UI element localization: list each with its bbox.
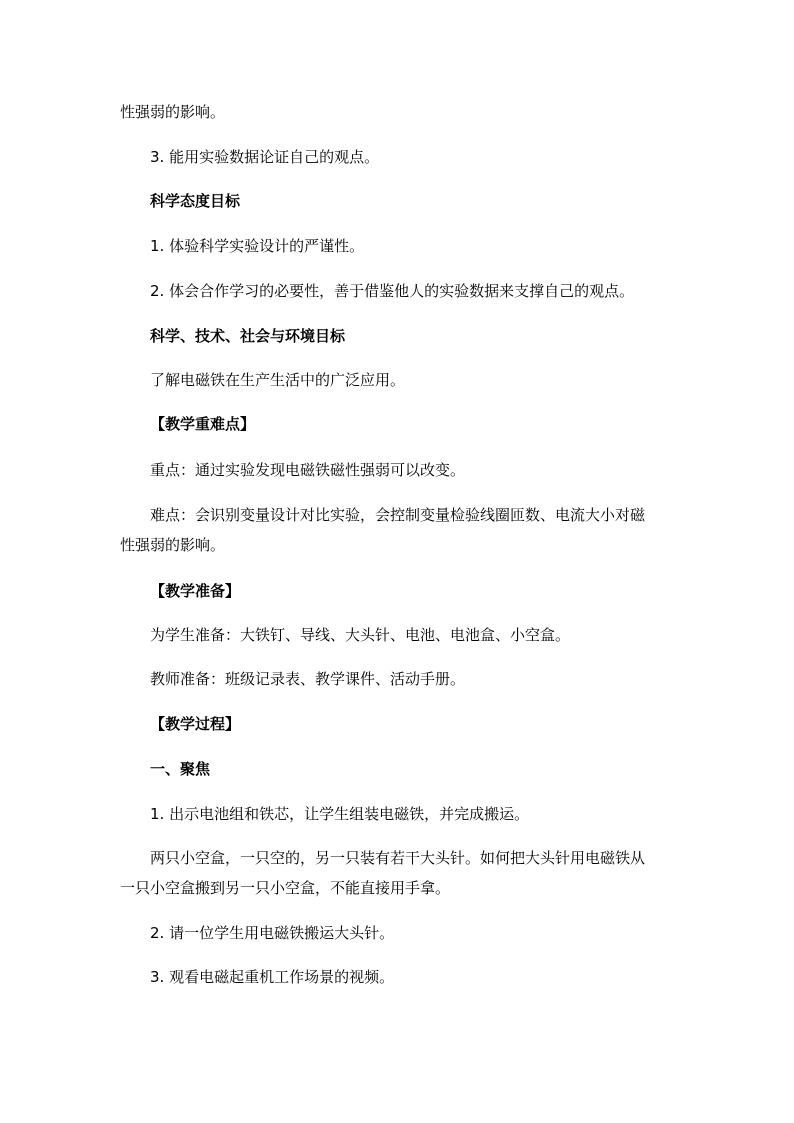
paragraph: 教师准备：班级记录表、教学课件、活动手册。 xyxy=(150,670,466,688)
list-item: 3. 观看电磁起重机工作场景的视频。 xyxy=(150,968,395,986)
paragraph: 了解电磁铁在生产生活中的广泛应用。 xyxy=(150,371,406,389)
list-item: 3. 能用实验数据论证自己的观点。 xyxy=(150,148,380,166)
section-heading: 科学、技术、社会与环境目标 xyxy=(150,327,346,345)
list-item: 1. 出示电池组和铁芯，让学生组装电磁铁，并完成搬运。 xyxy=(150,805,530,823)
paragraph-continuation: 性强弱的影响。 xyxy=(120,536,226,554)
list-item: 2. 体会合作学习的必要性，善于借鉴他人的实验数据来支撑自己的观点。 xyxy=(150,282,635,300)
list-item: 2. 请一位学生用电磁铁搬运大头针。 xyxy=(150,924,395,942)
list-item: 1. 体验科学实验设计的严谨性。 xyxy=(150,237,365,255)
paragraph: 重点：通过实验发现电磁铁磁性强弱可以改变。 xyxy=(150,461,466,479)
paragraph: 两只小空盒，一只空的，另一只装有若干大头针。如何把大头针用电磁铁从 xyxy=(150,849,646,867)
section-heading: 【教学过程】 xyxy=(150,715,241,733)
paragraph-continuation: 性强弱的影响。 xyxy=(120,103,226,121)
paragraph-continuation: 一只小空盒搬到另一只小空盒，不能直接用手拿。 xyxy=(120,879,451,897)
paragraph: 为学生准备：大铁钉、导线、大头针、电池、电池盒、小空盒。 xyxy=(150,626,571,644)
section-heading: 【教学重难点】 xyxy=(150,415,256,433)
paragraph: 难点：会识别变量设计对比实验，会控制变量检验线圈匝数、电流大小对磁 xyxy=(150,506,646,524)
section-heading: 科学态度目标 xyxy=(150,192,241,210)
section-heading: 一、聚焦 xyxy=(150,760,211,778)
section-heading: 【教学准备】 xyxy=(150,582,241,600)
